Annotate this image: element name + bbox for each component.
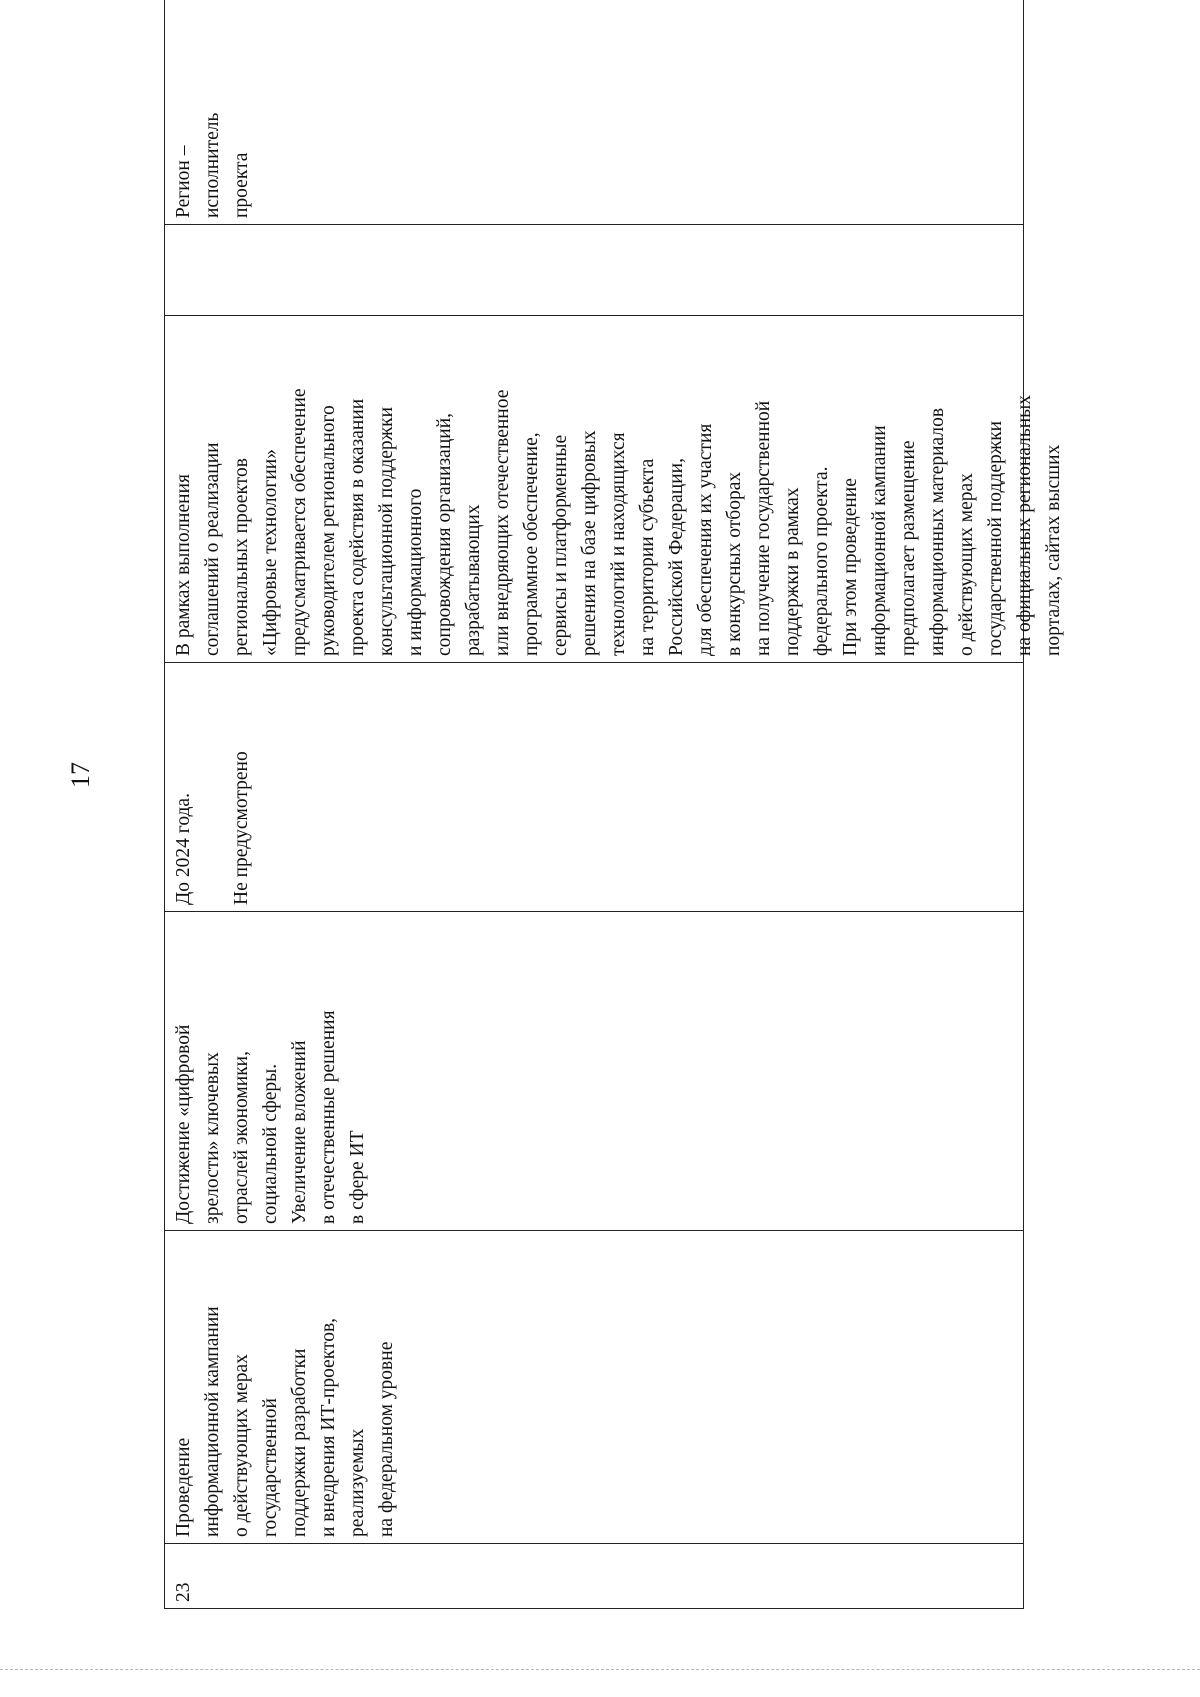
event-name-line: о действующих мерах [231,1354,252,1537]
page-number: 17 [66,762,95,788]
responsible-cell [165,0,1024,225]
spacer [198,669,227,905]
result-line: Достижение «цифровой [173,1024,194,1224]
event-name-line: поддержки разработки [289,1348,310,1537]
responsible-line: проекта [231,152,252,218]
result-line: отраслей экономики, [231,1051,252,1224]
event-name-line: на федеральном уровне [376,1341,397,1537]
event-name-cell [165,1231,1024,1544]
comment-cell [165,316,1064,663]
result-line: в сфере ИТ [347,1130,368,1224]
document-table-wrapper [164,79,1064,1609]
event-name-line: реализуемых [347,1428,368,1537]
result-cell [165,912,1024,1231]
result-line: зрелости» ключевых [202,1052,223,1224]
comment-text: В рамках выполнения соглашений о реализации региональных проектов «Цифровые технологии» предусматривается обеспечение руководителем регионального проекта содействия в оказании консультационной поддержки и информационного сопровождения организаций, разрабатывающих или внедряющих отечественное программное обеспечение, сервисы и платформенные решения на базе цифровых технологий и находящихся на территории субъекта Российской Федерации, для обеспечения их участия в конкурсных отборах на получение государственной поддержки в рамках федерального проекта. При этом проведение информационной кампании предполагает размещение информационных материалов о действующих мерах государственной поддержки на официальных региональных порталах, сайтах высших [173,388,1064,656]
event-name-line: государственной [260,1398,281,1537]
deadline-text: До 2024 года. [173,793,194,905]
event-name-line: информационной кампании [202,1306,223,1537]
deadline-cell [165,663,1024,912]
measures-table [164,0,1064,1609]
event-name-line: Проведение [173,1437,194,1537]
scan-edge-rule [0,1669,1200,1670]
empty-cell [165,225,1024,316]
table-row [165,0,1024,1609]
responsible-line: Регион – [173,145,194,218]
responsible-line: исполнитель [202,112,223,218]
result-line: Увеличение вложений [289,1040,310,1224]
row-number-cell [165,1544,1024,1609]
result-line: в отечественные решения [318,1010,339,1224]
event-name-line: и внедрения ИТ-проектов, [318,1317,339,1537]
funding-text: Не предусмотрено [231,751,252,905]
row-number: 23 [173,1582,194,1602]
result-line: социальной сферы. [260,1063,281,1224]
